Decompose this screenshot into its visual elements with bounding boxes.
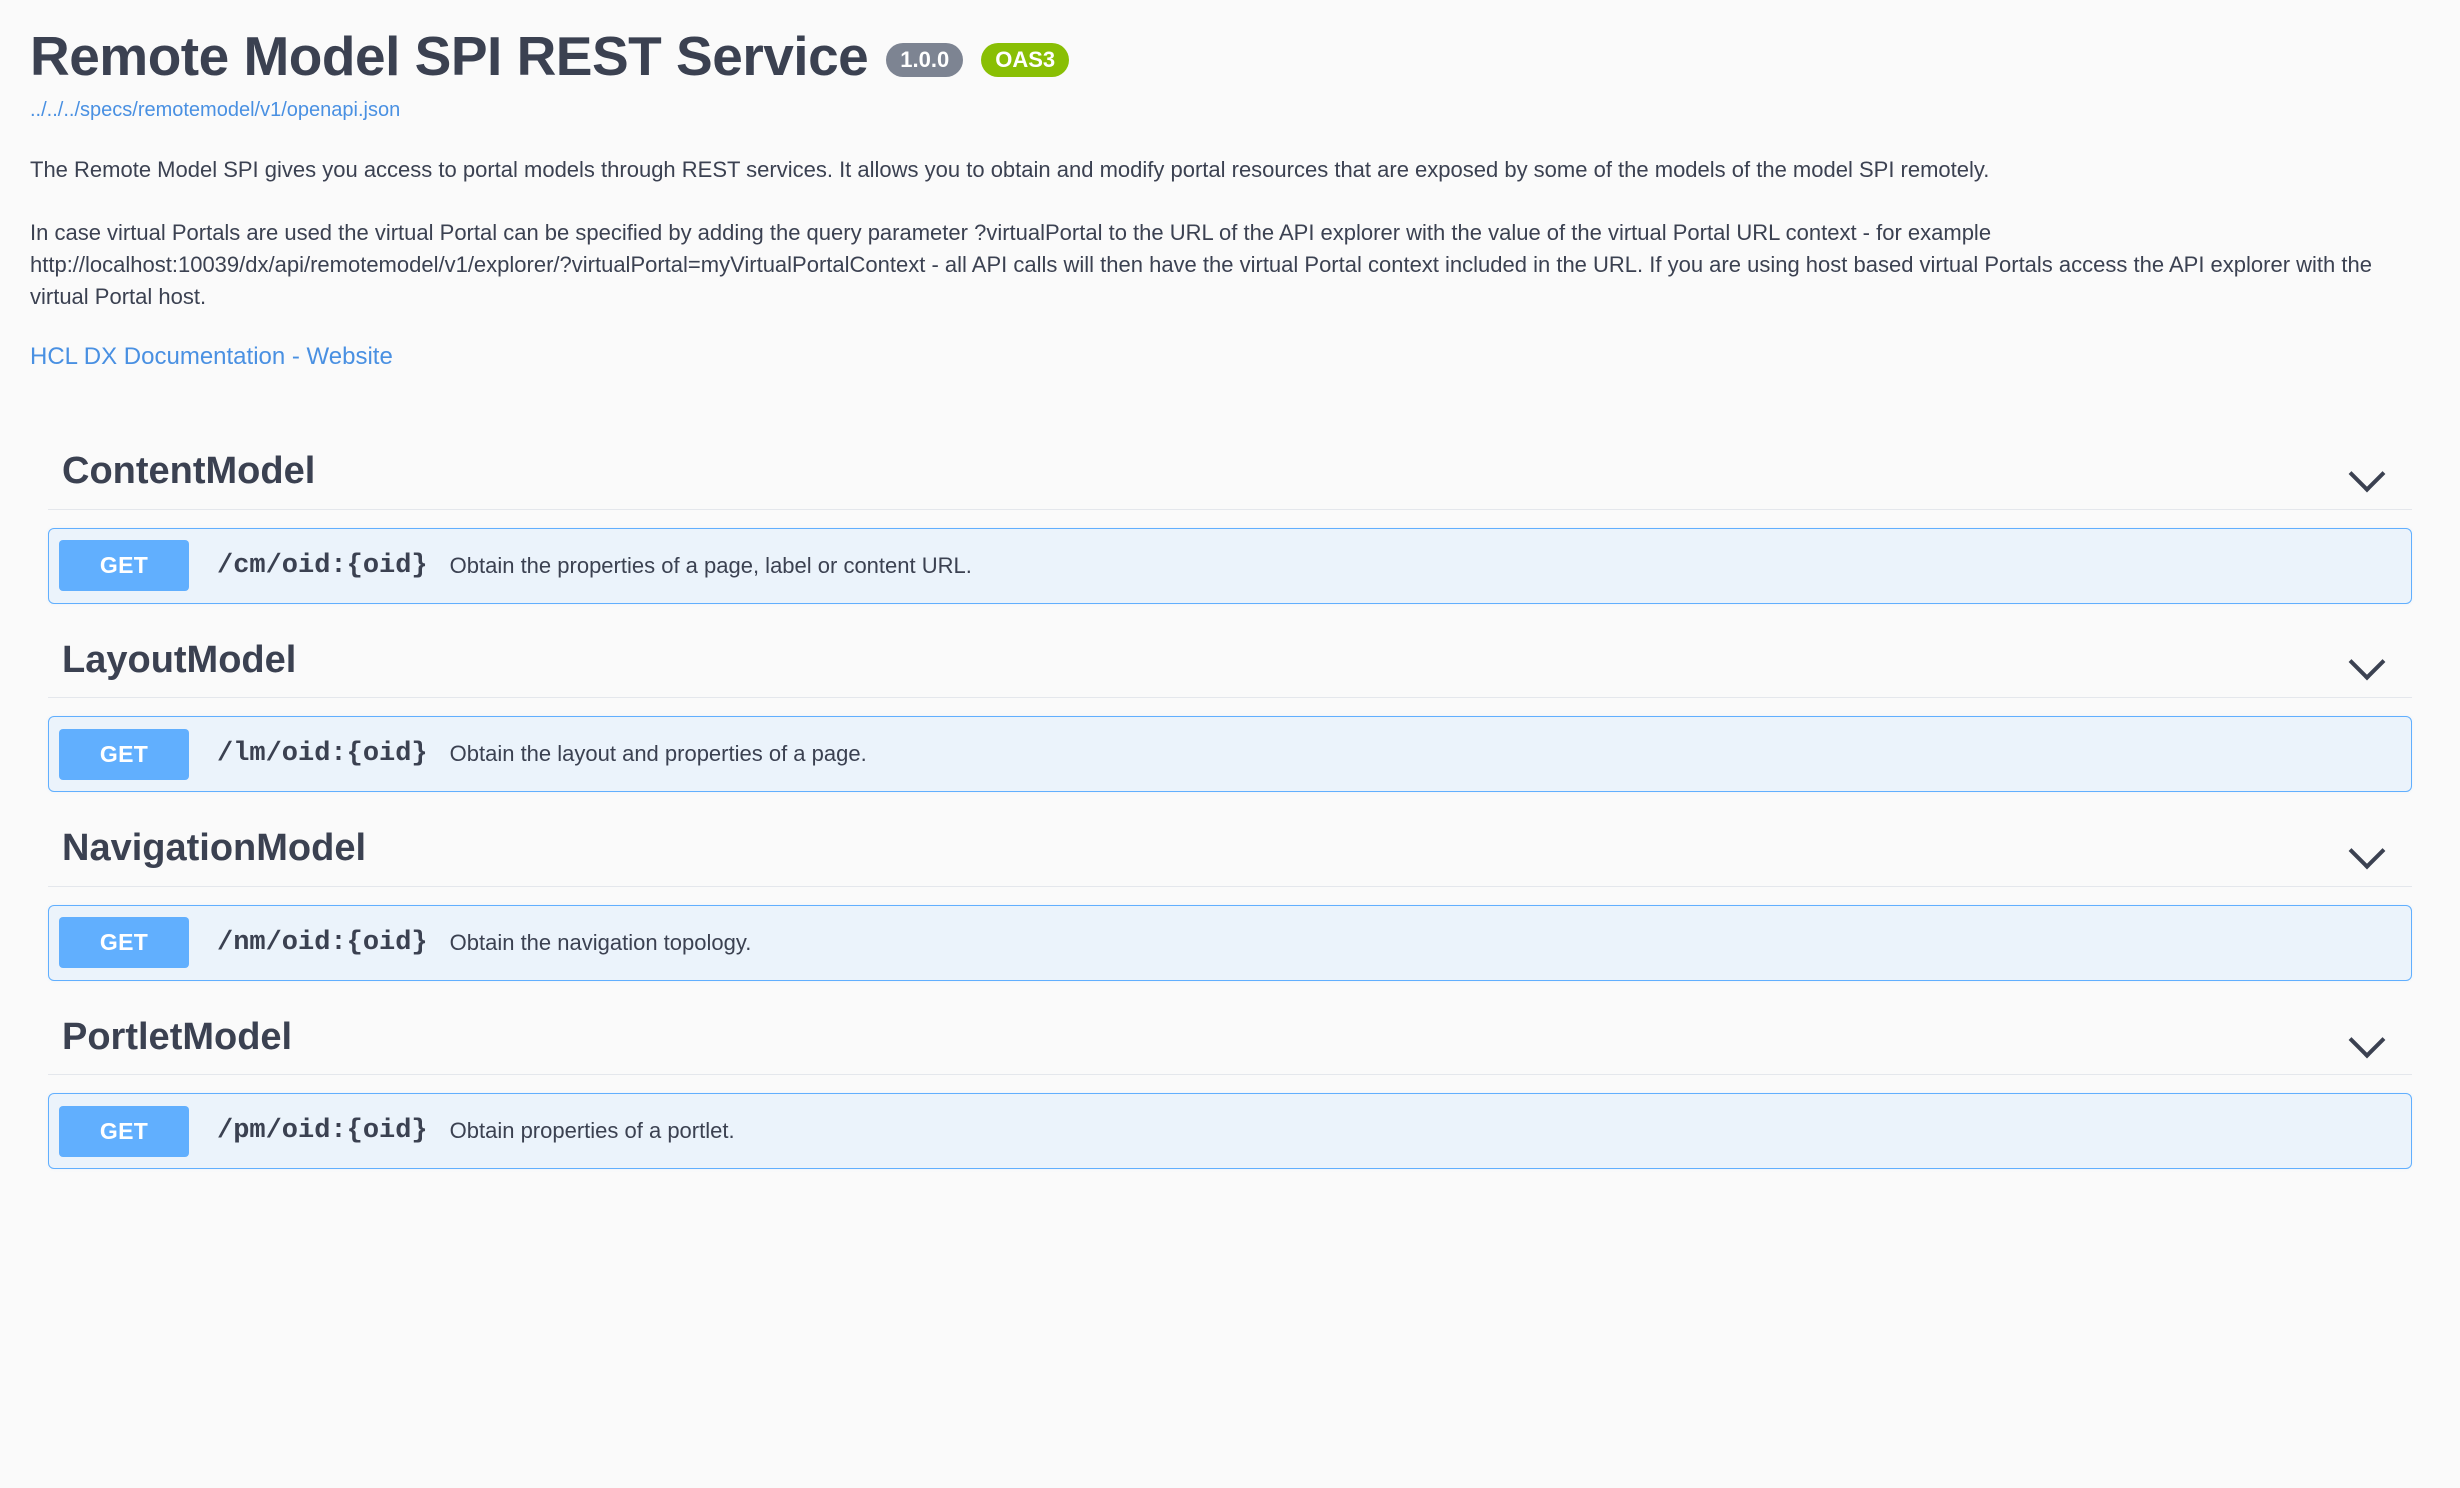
http-method-badge: GET	[59, 729, 189, 780]
openapi-spec-link[interactable]: ../../../specs/remotemodel/v1/openapi.json	[30, 98, 401, 121]
tag-name-portletmodel: PortletModel	[62, 1015, 293, 1058]
tag-header-contentmodel[interactable]	[48, 449, 2412, 510]
tag-section-contentmodel	[48, 449, 2412, 604]
tag-name-contentmodel: ContentModel	[62, 450, 316, 493]
operation-path: /cm/oid:{oid}	[217, 550, 428, 581]
api-info-block	[30, 26, 2430, 371]
http-method-badge: GET	[59, 540, 189, 591]
chevron-down-icon[interactable]	[2350, 643, 2384, 677]
operation-summary: Obtain the navigation topology.	[449, 929, 752, 955]
page-title: Remote Model SPI REST Service	[30, 25, 869, 87]
operation-path: /pm/oid:{oid}	[217, 1116, 428, 1147]
operations-sections	[30, 449, 2430, 1169]
tag-header-navigationmodel[interactable]	[48, 826, 2412, 887]
operation-row[interactable]	[48, 716, 2412, 792]
chevron-down-icon[interactable]	[2350, 832, 2384, 866]
operation-summary: Obtain the properties of a page, label or content URL.	[449, 552, 972, 578]
api-title-row	[30, 26, 2430, 87]
http-method-badge: GET	[59, 1106, 189, 1157]
operation-summary: Obtain properties of a portlet.	[449, 1118, 735, 1144]
operation-row[interactable]	[48, 528, 2412, 604]
tag-header-portletmodel[interactable]	[48, 1015, 2412, 1076]
operation-row[interactable]	[48, 905, 2412, 981]
tag-section-layoutmodel	[48, 638, 2412, 793]
api-description-paragraph-2: In case virtual Portals are used the virtual Portal can be specified by adding the query parameter ?virtualPortal to the URL of the API explorer with the value of the virtual Portal URL context - for example http://localhost:10039/dx/api/remotemodel/v1/explorer/?virtualPortal=myVirtualPortalContext - all API calls will then have the virtual Portal context included in the URL. If you are using host based virtual Portals access the API explorer with the virtual Portal host.	[30, 220, 2372, 310]
api-description-paragraph-1: The Remote Model SPI gives you access to portal models through REST services. It allows you to obtain and modify portal resources that are exposed by some of the models of the model SPI remotely.	[30, 156, 1990, 182]
http-method-badge: GET	[59, 917, 189, 968]
chevron-down-icon[interactable]	[2350, 1021, 2384, 1055]
tag-section-navigationmodel	[48, 826, 2412, 981]
documentation-website-link[interactable]: HCL DX Documentation - Website	[30, 343, 393, 371]
tag-name-layoutmodel: LayoutModel	[62, 638, 297, 681]
operation-path: /lm/oid:{oid}	[217, 739, 428, 770]
operation-path: /nm/oid:{oid}	[217, 927, 428, 958]
oas-version-badge: OAS3	[981, 43, 1069, 77]
operation-summary: Obtain the layout and properties of a page.	[449, 741, 867, 767]
tag-header-layoutmodel[interactable]	[48, 638, 2412, 699]
chevron-down-icon[interactable]	[2350, 455, 2384, 489]
version-badge: 1.0.0	[886, 43, 963, 77]
tag-name-navigationmodel: NavigationModel	[62, 827, 367, 870]
tag-section-portletmodel	[48, 1015, 2412, 1170]
operation-row[interactable]	[48, 1093, 2412, 1169]
